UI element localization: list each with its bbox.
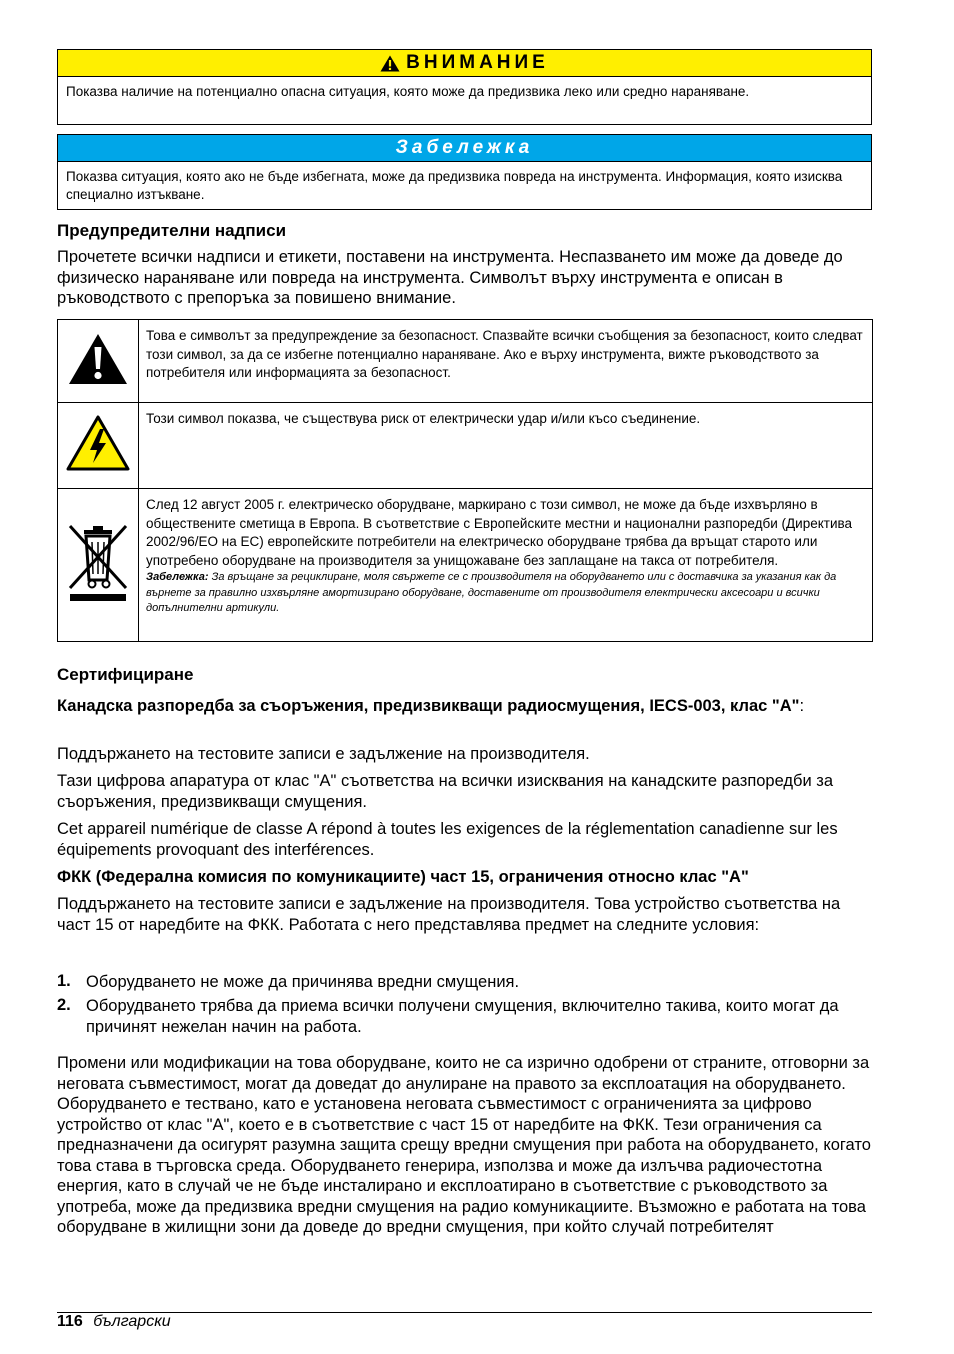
caution-text: Показва наличие на потенциално опасна ситуация, която може да предизвика леко или средно нараняване. xyxy=(66,84,750,99)
canada-paragraph-3: Cet appareil numérique de classe A répond à toutes les exigences de la réglementation canadienne sur les équipements provoquant des interférences. xyxy=(57,820,838,859)
symbol-description: Този символ показва, че съществува риск от електрически удар и/или късо съединение. xyxy=(139,403,873,489)
recycling-note xyxy=(146,570,865,617)
precautionary-intro: Прочетете всички надписи и етикети, поставени на инструмента. Неспазването им може да доведе до физическо нараняване или повреда на инструмента. Символът върху инструмента е описан в ръководството с препоръка за повишено внимание. xyxy=(57,248,843,307)
symbol-row xyxy=(58,489,873,642)
caution-box xyxy=(57,49,872,125)
footer-language: български xyxy=(93,1313,171,1330)
warning-triangle-icon xyxy=(380,55,400,72)
safety-alert-icon xyxy=(68,333,128,385)
fcc-heading: ФКК (Федерална комисия по комуникациите) част 15, ограничения относно клас "А" xyxy=(57,868,749,886)
symbol-row xyxy=(58,320,873,403)
symbol-description-cell xyxy=(139,489,873,642)
list-number: 1. xyxy=(57,972,71,990)
precautionary-heading: Предупредителни надписи xyxy=(57,221,287,240)
note-text: За връщане за рециклиране, моля свържете се с производителя на оборудването или с доставчика за указания как да върнете за правилно изхвърляне амортизирано оборудване, доставените от производителя електрически аксесоари и всички допълнителни артикули. xyxy=(146,571,837,614)
fcc-paragraph-2: Промени или модификации на това оборудване, които не са изрично одобрени от страните, отговорни за неговата съвместимост, могат да доведат до анулиране на правото за експлоатация на оборудването. Оборудването е тествано, като е установена неговата съвместимост с ограниченията за цифрово устройство от клас "А", което е в съответствие с част 15 от наредбите на ФКК. Тези ограничения са предназначени да осигурят разумна защита срещу вредни смущения при работа на оборудването, когато това става в търговска среда. Оборудването генерира, използва и може да излъчва радиочестотна енергия, като в случай че не бъде инсталирано и експлоатирано в съответствие с ръководството за употреба, може да предизвика вредни смущения на радио комуникациите. Възможно е работата на това оборудване в жилищни зони да доведе до вредни смущения, при който случай потребителят xyxy=(57,1054,871,1236)
symbol-description: След 12 август 2005 г. електрическо оборудване, маркирано с този символ, не може да бъде изхвърляно в обществените сметища в Европа. В съответствие с Европейските местни и национални разпоредби (Директива 2002/96/ЕО на ЕС) европейските потребители на електрическо оборудване трябва да връщат старото или употребено оборудване на производителя за унищожаване без заплащане на такса от потребителя. xyxy=(146,497,853,568)
list-item: Оборудването трябва да приема всички получени смущения, включително такива, които могат да причинят нежелан начин на работа. xyxy=(86,997,839,1036)
canada-heading xyxy=(57,697,872,716)
symbol-cell xyxy=(58,320,139,403)
canada-paragraph-1: Поддържането на тестовите записи е задължение на производителя. xyxy=(57,745,590,763)
caution-header xyxy=(58,50,871,77)
electric-shock-icon xyxy=(66,415,130,471)
symbols-table xyxy=(57,319,873,642)
notice-text: Показва ситуация, която ако не бъде избегната, може да предизвика повреда на инструмента. Информация, която изисква специално изтъкване. xyxy=(66,169,843,202)
canada-heading-text: Канадска разпоредба за съоръжения, предизвикващи радиосмущения, IECS-003, клас "А" xyxy=(57,697,800,715)
canada-paragraph-2: Тази цифрова апаратура от клас "А" съответства на всички изисквания на канадските разпоредби за съоръжения, предизвикващи смущения. xyxy=(57,772,834,811)
fcc-paragraph-1: Поддържането на тестовите записи е задължение на производителя. Това устройство съответства на част 15 от наредбите на ФКК. Работата с него представлява предмет на следните условия: xyxy=(57,895,841,934)
notice-box xyxy=(57,134,872,210)
list-number: 2. xyxy=(57,996,71,1014)
certification-heading: Сертифициране xyxy=(57,665,194,684)
caution-title: ВНИМАНИЕ xyxy=(406,52,549,73)
canada-heading-colon: : xyxy=(799,697,805,715)
symbol-cell xyxy=(58,489,139,642)
list-item: Оборудването не може да причинява вредни смущения. xyxy=(86,973,520,991)
symbol-row xyxy=(58,403,873,489)
footer-divider xyxy=(57,1312,872,1313)
note-label: Забележка: xyxy=(146,571,209,583)
footer xyxy=(57,1313,171,1331)
page-number: 116 xyxy=(57,1313,83,1330)
symbol-description: Това е символът за предупреждение за безопасност. Спазвайте всички съобщения за безопасност, които следват този символ, за да се избегне потенциално нараняване. Ако е върху инструмента, вижте ръководството за потребителя или информацията за безопасност. xyxy=(139,320,873,403)
notice-header xyxy=(58,135,871,162)
weee-bin-icon xyxy=(66,522,130,604)
symbol-cell xyxy=(58,403,139,489)
notice-title: Забележка xyxy=(395,137,534,158)
